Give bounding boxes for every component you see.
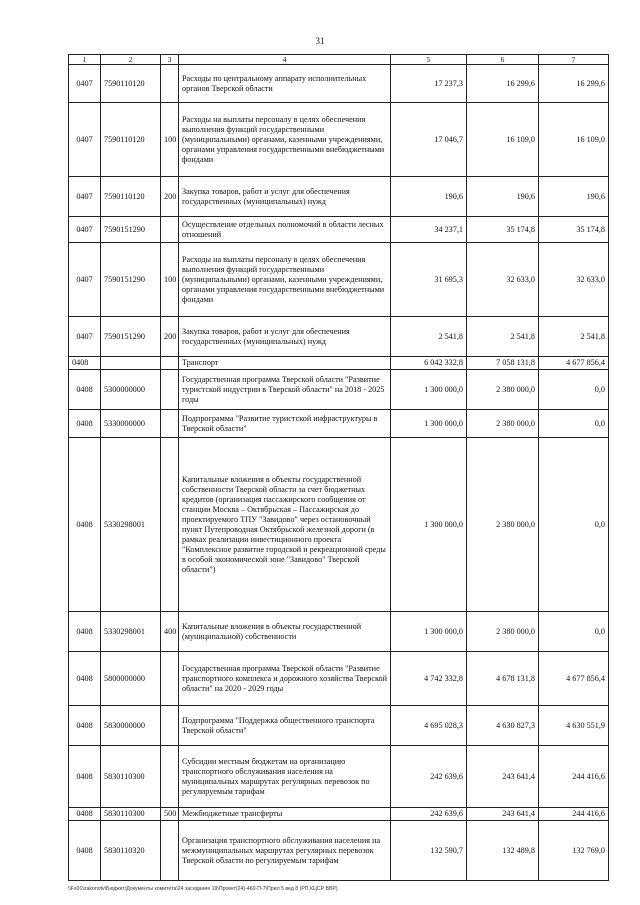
target-code: 7590110120 [101, 65, 161, 103]
section-code: 0408 [69, 652, 101, 706]
amount-col6: 132 489,8 [467, 821, 539, 881]
header-col-3: 3 [161, 55, 179, 65]
section-code: 0408 [69, 370, 101, 410]
expense-type: 500 [161, 808, 179, 821]
target-code: 5830110320 [101, 821, 161, 881]
header-col-4: 4 [179, 55, 391, 65]
amount-col6: 32 633,0 [467, 243, 539, 317]
section-code: 0407 [69, 243, 101, 317]
amount-col5: 132 590,7 [391, 821, 467, 881]
item-name: Закупка товаров, работ и услуг для обеспечения государственных (муниципальных) нужд [179, 177, 391, 217]
table-row [69, 808, 609, 821]
amount-col5: 1 300 000,0 [391, 612, 467, 652]
expense-type [161, 370, 179, 410]
table-row [69, 821, 609, 881]
item-name: Организация транспортного обслуживания населения на межмуниципальных маршрутах регулярных перевозок Тверской области по регулируемым тарифам [179, 821, 391, 881]
table-row [69, 612, 609, 652]
expense-type [161, 746, 179, 808]
amount-col7: 4 630 551,9 [539, 706, 609, 746]
header-row [69, 55, 609, 65]
item-name: Капитальные вложения в объекты государственной собственности Тверской области за счет бюджетных кредитов (организация пассажирского сообщения от станции Москва – Октябрьская – Пассажирская до проектируемого ТПУ "Завидово" через остановочный пункт Путепроводная Октябрьской железной дороги (в рамках реализации инвестиционного проекта "Комплексное развитие городской и рекреационной среды в особой экономической зоне "Завидово" Тверской области") [179, 438, 391, 612]
amount-col5: 31 695,3 [391, 243, 467, 317]
amount-col5: 17 237,3 [391, 65, 467, 103]
amount-col5: 2 541,8 [391, 317, 467, 357]
amount-col6: 35 174,8 [467, 217, 539, 243]
amount-col5: 6 042 332,8 [391, 357, 467, 370]
amount-col7: 190,6 [539, 177, 609, 217]
amount-col6: 4 678 131,8 [467, 652, 539, 706]
target-code: 7590110120 [101, 177, 161, 217]
amount-col5: 4 695 028,3 [391, 706, 467, 746]
table-row [69, 357, 609, 370]
amount-col7: 0,0 [539, 370, 609, 410]
amount-col5: 242 639,6 [391, 746, 467, 808]
section-code: 0407 [69, 103, 101, 177]
expense-type [161, 706, 179, 746]
section-code: 0408 [69, 410, 101, 438]
expense-type [161, 652, 179, 706]
amount-col6: 2 380 000,0 [467, 370, 539, 410]
item-name: Субсидии местным бюджетам на организацию транспортного обслуживания населения на муниципальных маршрутах регулярных перевозок по регулируемым тарифам [179, 746, 391, 808]
table-row [69, 177, 609, 217]
amount-col6: 243 641,4 [467, 746, 539, 808]
amount-col5: 17 046,7 [391, 103, 467, 177]
table-row [69, 706, 609, 746]
target-code: 5830110300 [101, 808, 161, 821]
target-code: 7590110120 [101, 103, 161, 177]
amount-col7: 0,0 [539, 612, 609, 652]
amount-col6: 7 058 131,8 [467, 357, 539, 370]
amount-col5: 1 300 000,0 [391, 410, 467, 438]
amount-col5: 1 300 000,0 [391, 370, 467, 410]
budget-table [68, 54, 609, 881]
amount-col6: 16 109,0 [467, 103, 539, 177]
amount-col7: 16 109,0 [539, 103, 609, 177]
amount-col6: 190,6 [467, 177, 539, 217]
item-name: Расходы по центральному аппарату исполнительных органов Тверской области [179, 65, 391, 103]
section-code: 0407 [69, 217, 101, 243]
amount-col5: 1 300 000,0 [391, 438, 467, 612]
header-col-7: 7 [539, 55, 609, 65]
item-name: Закупка товаров, работ и услуг для обеспечения государственных (муниципальных) нужд [179, 317, 391, 357]
section-code: 0408 [69, 706, 101, 746]
amount-col7: 16 299,6 [539, 65, 609, 103]
amount-col5: 190,6 [391, 177, 467, 217]
header-col-2: 2 [101, 55, 161, 65]
section-code: 0407 [69, 177, 101, 217]
amount-col7: 0,0 [539, 410, 609, 438]
amount-col5: 34 237,1 [391, 217, 467, 243]
target-code: 5830110300 [101, 746, 161, 808]
target-code: 7590151290 [101, 243, 161, 317]
item-name: Подпрограмма "Поддержка общественного транспорта Тверской области" [179, 706, 391, 746]
amount-col6: 243 641,4 [467, 808, 539, 821]
section-code: 0408 [69, 438, 101, 612]
target-code [101, 357, 161, 370]
file-path-footer: \\Fs01\zakonotv\Бюджет\Документы комитета\24 заседание 19\Проект(24)-460-П-7\Прил 5 вед 8 (РП КЦСР ВВР) [68, 886, 338, 892]
item-name: Осуществление отдельных полномочий в области лесных отношений [179, 217, 391, 243]
item-name: Расходы на выплаты персоналу в целях обеспечения выполнения функций государственными (муниципальными) органами, казенными учреждениями, органами управления государственными внебюджетными фондами [179, 243, 391, 317]
table-row [69, 243, 609, 317]
target-code: 5330298001 [101, 438, 161, 612]
expense-type [161, 217, 179, 243]
amount-col7: 132 769,0 [539, 821, 609, 881]
target-code: 5800000000 [101, 652, 161, 706]
expense-type [161, 821, 179, 881]
amount-col6: 2 380 000,0 [467, 438, 539, 612]
target-code: 5300000000 [101, 370, 161, 410]
table-row [69, 438, 609, 612]
amount-col7: 244 416,6 [539, 746, 609, 808]
expense-type: 100 [161, 103, 179, 177]
amount-col6: 2 541,8 [467, 317, 539, 357]
expense-type: 200 [161, 177, 179, 217]
expense-type: 200 [161, 317, 179, 357]
expense-type: 400 [161, 612, 179, 652]
amount-col6: 16 299,6 [467, 65, 539, 103]
target-code: 7590151290 [101, 317, 161, 357]
table-row [69, 746, 609, 808]
item-name: Государственная программа Тверской области "Развитие транспортного комплекса и дорожного хозяйства Тверской области" на 2020 - 2029 годы [179, 652, 391, 706]
section-code: 0407 [69, 317, 101, 357]
section-code: 0408 [69, 357, 101, 370]
amount-col5: 4 742 332,8 [391, 652, 467, 706]
amount-col7: 35 174,8 [539, 217, 609, 243]
section-code: 0407 [69, 65, 101, 103]
expense-type: 100 [161, 243, 179, 317]
amount-col7: 4 677 856,4 [539, 357, 609, 370]
section-code: 0408 [69, 821, 101, 881]
amount-col6: 2 380 000,0 [467, 410, 539, 438]
amount-col7: 4 677 856,4 [539, 652, 609, 706]
amount-col7: 0,0 [539, 438, 609, 612]
item-name: Транспорт [179, 357, 391, 370]
amount-col7: 244 416,6 [539, 808, 609, 821]
expense-type [161, 357, 179, 370]
header-col-6: 6 [467, 55, 539, 65]
amount-col7: 2 541,8 [539, 317, 609, 357]
target-code: 5330000000 [101, 410, 161, 438]
target-code: 5830000000 [101, 706, 161, 746]
header-col-5: 5 [391, 55, 467, 65]
section-code: 0408 [69, 612, 101, 652]
table-row [69, 652, 609, 706]
amount-col6: 4 630 827,3 [467, 706, 539, 746]
item-name: Расходы на выплаты персоналу в целях обеспечения выполнения функций государственными (муниципальными) органами, казенными учреждениями, органами управления государственными внебюджетными фондами [179, 103, 391, 177]
item-name: Подпрограмма "Развитие туристской инфраструктуры в Тверской области" [179, 410, 391, 438]
amount-col7: 32 633,0 [539, 243, 609, 317]
page-number: 31 [315, 36, 325, 46]
expense-type [161, 438, 179, 612]
target-code: 5330298001 [101, 612, 161, 652]
target-code: 7590151290 [101, 217, 161, 243]
section-code: 0408 [69, 746, 101, 808]
item-name: Межбюджетные трансферты [179, 808, 391, 821]
table-row [69, 103, 609, 177]
table-row [69, 217, 609, 243]
table-row [69, 370, 609, 410]
table-row [69, 65, 609, 103]
amount-col6: 2 380 000,0 [467, 612, 539, 652]
table-row [69, 410, 609, 438]
header-col-1: 1 [69, 55, 101, 65]
amount-col5: 242 639,6 [391, 808, 467, 821]
expense-type [161, 65, 179, 103]
item-name: Государственная программа Тверской области "Развитие туристской индустрии в Тверской области" на 2018 - 2025 годы [179, 370, 391, 410]
item-name: Капитальные вложения в объекты государственной (муниципальной) собственности [179, 612, 391, 652]
section-code: 0408 [69, 808, 101, 821]
table-row [69, 317, 609, 357]
expense-type [161, 410, 179, 438]
